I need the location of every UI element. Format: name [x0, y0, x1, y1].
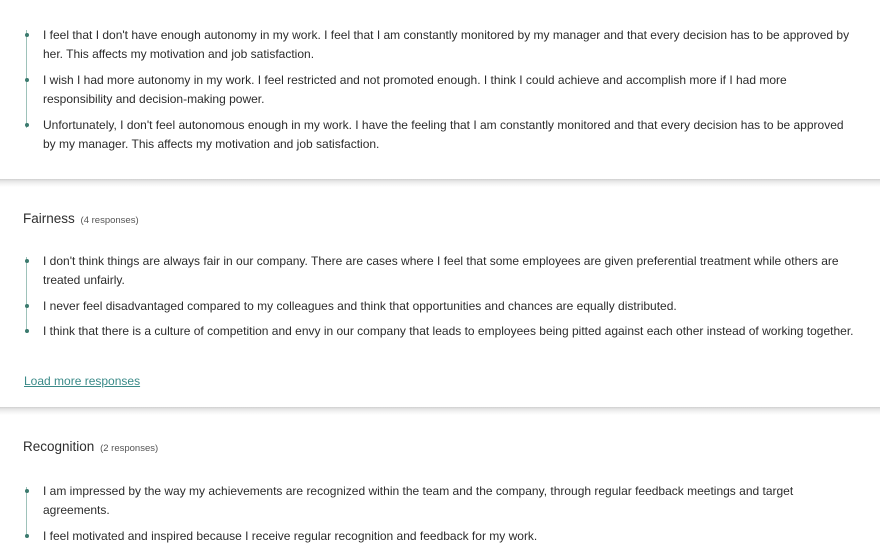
section-title [23, 211, 139, 226]
response-count: (2 responses) [100, 443, 159, 454]
response-item: I feel that I don't have enough autonomy in my work. I feel that I am constantly monitored by my manager and that every decision has to be approved by her. This affects my motivation and job satisfaction. [43, 28, 850, 61]
load-more-link[interactable]: Load more responses [24, 374, 141, 388]
section-title-label: Fairness [23, 211, 75, 226]
response-item: Unfortunately, I don't feel autonomous enough in my work. I have the feeling that I am constantly monitored and that every decision has to be approved by my manager. This affects my motivation and job satisfaction. [43, 118, 844, 151]
section-title [23, 439, 158, 454]
response-item: I don't think things are always fair in our company. There are cases where I feel that some employees are given preferential treatment while others are treated unfairly. [43, 254, 839, 287]
response-item: I wish I had more autonomy in my work. I feel restricted and not promoted enough. I think I could achieve and accomplish more if I had more responsibility and decision-making power. [43, 73, 787, 106]
response-item: I never feel disadvantaged compared to my colleagues and think that opportunities and chances are equally distributed. [43, 299, 677, 313]
response-item: I am impressed by the way my achievements are recognized within the team and the company, through regular feedback meetings and target agreements. [43, 484, 794, 517]
section-title-label: Recognition [23, 439, 95, 454]
section-divider [0, 407, 880, 415]
timeline-line [26, 487, 27, 537]
bullet-icon [25, 489, 29, 493]
response-item: I feel motivated and inspired because I receive regular recognition and feedback for my work. [43, 529, 538, 543]
bullet-icon [25, 304, 29, 308]
section-divider [0, 179, 880, 187]
bullet-icon [25, 329, 29, 333]
section-autonomy [0, 0, 880, 180]
response-item: I think that there is a culture of competition and envy in our company that leads to employees being pitted against each other instead of working together. [43, 324, 854, 338]
bullet-icon [25, 78, 29, 82]
timeline-line [26, 257, 27, 333]
response-count: (4 responses) [80, 215, 139, 226]
bullet-icon [25, 259, 29, 263]
section-recognition [0, 415, 880, 543]
bullet-icon [25, 534, 29, 538]
bullet-icon [25, 33, 29, 37]
bullet-icon [25, 123, 29, 127]
